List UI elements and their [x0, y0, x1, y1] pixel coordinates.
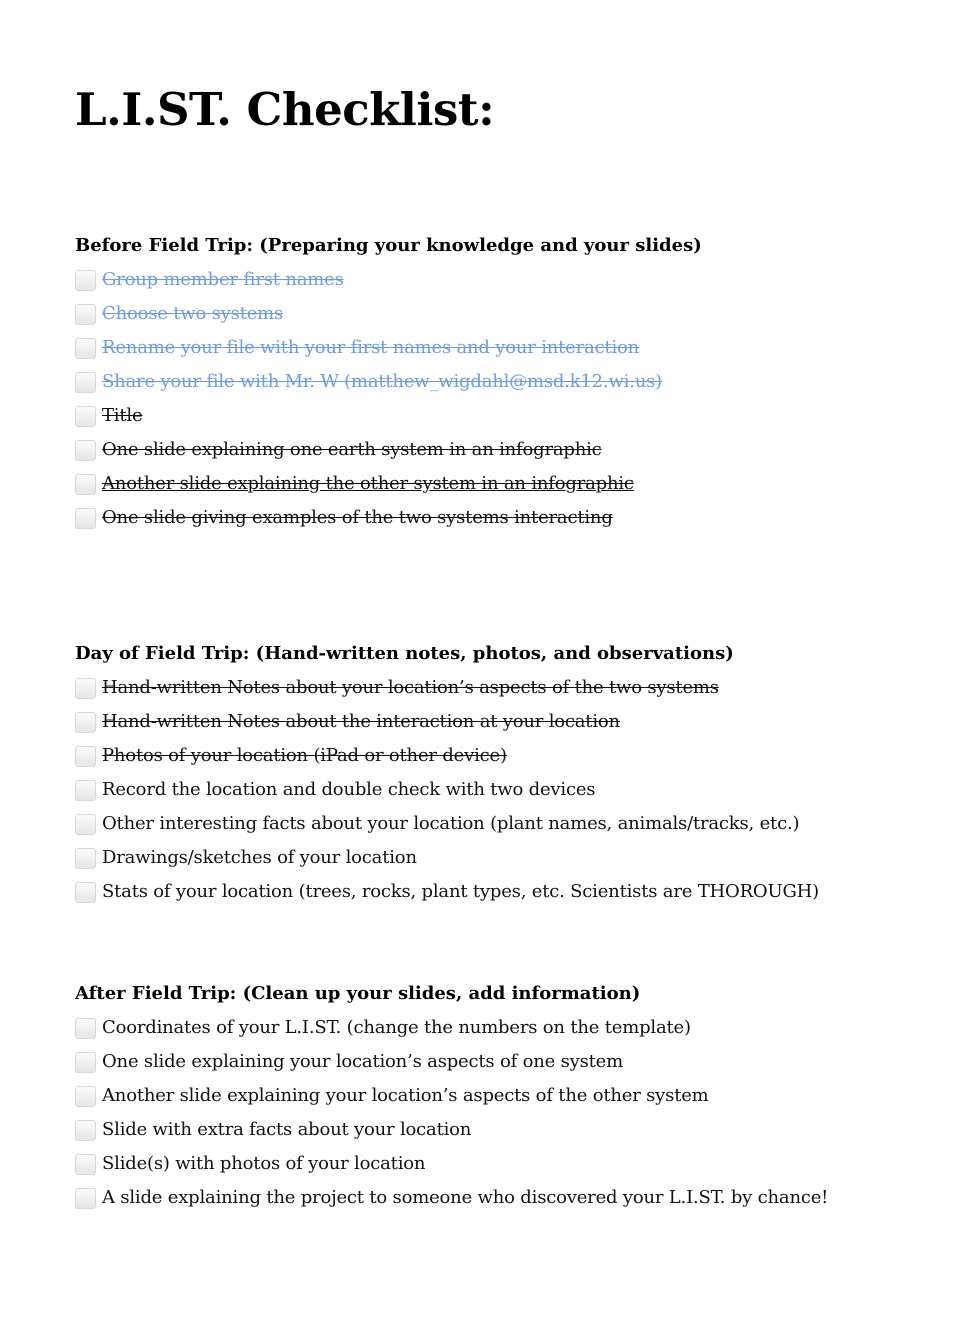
checklist-item: [75, 1011, 935, 1045]
checkbox-icon[interactable]: [75, 372, 96, 393]
checkbox-icon[interactable]: [75, 304, 96, 325]
checkbox-icon[interactable]: [75, 712, 96, 733]
checklist-item: [75, 1113, 935, 1147]
checklist-item-label: Other interesting facts about your location (plant names, animals/tracks, etc.): [102, 813, 800, 834]
checklist-item: [75, 1045, 935, 1079]
checklist-item: [75, 263, 935, 297]
checklist-item-label: Coordinates of your L.I.ST. (change the numbers on the template): [102, 1017, 691, 1038]
section-heading: After Field Trip: (Clean up your slides, add information): [75, 983, 641, 1004]
checklist-item: [75, 365, 935, 399]
checkbox-icon[interactable]: [75, 270, 96, 291]
checklist-item-label: One slide explaining your location’s aspects of one system: [102, 1051, 623, 1072]
checklist-item-label: A slide explaining the project to someone who discovered your L.I.ST. by chance!: [102, 1187, 829, 1208]
checklist-item-label: Stats of your location (trees, rocks, plant types, etc. Scientists are THOROUGH): [102, 881, 819, 902]
section-day-of-field-trip: [75, 637, 935, 909]
checklist: [75, 1011, 935, 1215]
checklist-item: [75, 773, 935, 807]
checklist-item-label: Photos of your location (iPad or other device): [102, 745, 507, 766]
checklist-item: [75, 433, 935, 467]
checklist: [75, 263, 935, 535]
checklist-item-label[interactable]: Rename your file with your first names and your interaction: [102, 337, 640, 358]
checklist-item: [75, 467, 935, 501]
checklist-item: [75, 671, 935, 705]
checkbox-icon[interactable]: [75, 406, 96, 427]
checkbox-icon[interactable]: [75, 1154, 96, 1175]
checklist-item: [75, 1147, 935, 1181]
checkbox-icon[interactable]: [75, 338, 96, 359]
checklist-item-label: Slide(s) with photos of your location: [102, 1153, 426, 1174]
checkbox-icon[interactable]: [75, 474, 96, 495]
checklist-item: [75, 875, 935, 909]
page-title: L.I.ST. Checklist:: [75, 83, 495, 136]
checklist-item-label: Hand-written Notes about the interaction at your location: [102, 711, 620, 732]
checklist-item: [75, 739, 935, 773]
checklist-item: [75, 331, 935, 365]
checklist-item: [75, 1079, 935, 1113]
checkbox-icon[interactable]: [75, 508, 96, 529]
checklist-item-label: Another slide explaining the other system in an infographic: [102, 473, 634, 494]
section-after-field-trip: [75, 977, 935, 1215]
checklist: [75, 671, 935, 909]
checkbox-icon[interactable]: [75, 780, 96, 801]
checkbox-icon[interactable]: [75, 440, 96, 461]
checklist-item-label[interactable]: Group member first names: [102, 269, 344, 290]
checkbox-icon[interactable]: [75, 1086, 96, 1107]
checkbox-icon[interactable]: [75, 882, 96, 903]
checkbox-icon[interactable]: [75, 678, 96, 699]
checklist-item-label[interactable]: Choose two systems: [102, 303, 284, 324]
checklist-item-label: One slide explaining one earth system in an infographic: [102, 439, 602, 460]
checklist-item: [75, 297, 935, 331]
checklist-item-label: Slide with extra facts about your location: [102, 1119, 472, 1140]
checklist-item-label: One slide giving examples of the two systems interacting: [102, 507, 613, 528]
checkbox-icon[interactable]: [75, 746, 96, 767]
checklist-item-label: Title: [102, 405, 143, 426]
checkbox-icon[interactable]: [75, 1052, 96, 1073]
checklist-item: [75, 399, 935, 433]
checklist-item: [75, 807, 935, 841]
section-before-field-trip: [75, 229, 935, 535]
checkbox-icon[interactable]: [75, 1188, 96, 1209]
checkbox-icon[interactable]: [75, 848, 96, 869]
checklist-item-label: Record the location and double check with two devices: [102, 779, 596, 800]
checklist-item-label: Drawings/sketches of your location: [102, 847, 417, 868]
checklist-item: [75, 705, 935, 739]
checklist-item-label[interactable]: Share your file with Mr. W (matthew_wigdahl@msd.k12.wi.us): [102, 371, 662, 392]
checklist-item: [75, 501, 935, 535]
checkbox-icon[interactable]: [75, 1120, 96, 1141]
section-heading: Before Field Trip: (Preparing your knowledge and your slides): [75, 235, 702, 256]
checklist-item: [75, 841, 935, 875]
checklist-item: [75, 1181, 935, 1215]
checklist-item-label: Another slide explaining your location’s aspects of the other system: [102, 1085, 709, 1106]
section-heading: Day of Field Trip: (Hand-written notes, photos, and observations): [75, 643, 734, 664]
checklist-item-label: Hand-written Notes about your location’s aspects of the two systems: [102, 677, 719, 698]
checkbox-icon[interactable]: [75, 814, 96, 835]
checkbox-icon[interactable]: [75, 1018, 96, 1039]
